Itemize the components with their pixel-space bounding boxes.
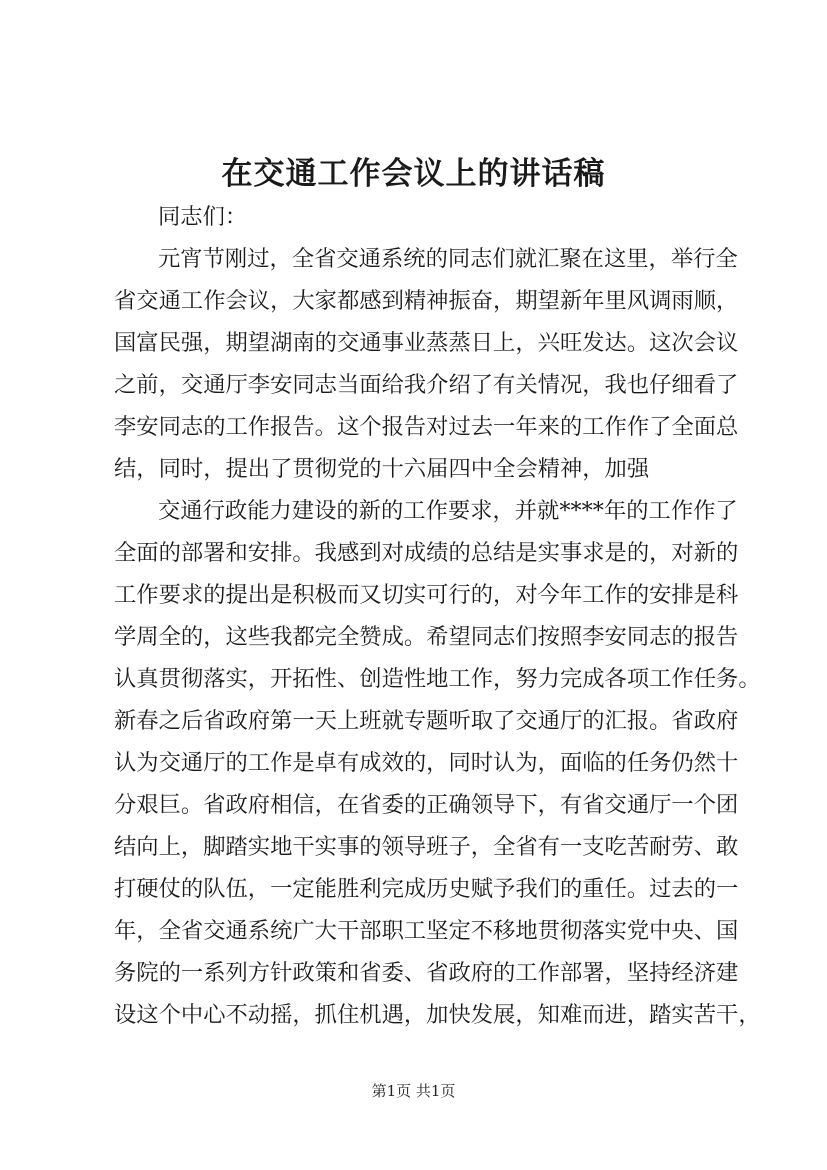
paragraph-line: 交通行政能力建设的新的工作要求，并就****年的工作作了 — [158, 498, 738, 524]
paragraph-line: 国富民强，期望湖南的交通事业蒸蒸日上，兴旺发达。这次会议 — [114, 330, 739, 356]
paragraph-line: 设这个中心不动摇，抓住机遇，加快发展，知难而进，踏实苦干， — [114, 1002, 761, 1028]
paragraph-line: 全面的部署和安排。我感到对成绩的总结是实事求是的，对新的 — [114, 540, 739, 566]
paragraph-line: 省交通工作会议，大家都感到精神振奋，期望新年里风调雨顺， — [114, 288, 739, 314]
paragraph-line: 结向上，脚踏实地干实事的领导班子，全省有一支吃苦耐劳、敢 — [114, 834, 739, 860]
salutation: 同志们： — [158, 204, 248, 230]
paragraph-line: 打硬仗的队伍，一定能胜利完成历史赋予我们的重任。过去的一 — [114, 876, 739, 902]
paragraph-line: 分艰巨。省政府相信，在省委的正确领导下，有省交通厅一个团 — [114, 792, 739, 818]
document-title: 在交通工作会议上的讲话稿 — [221, 156, 606, 192]
page-footer: 第1页 共1页 — [371, 1082, 456, 1100]
paragraph-line: 之前，交通厅李安同志当面给我介绍了有关情况，我也仔细看了 — [114, 372, 739, 398]
paragraph-line: 李安同志的工作报告。这个报告对过去一年来的工作作了全面总 — [114, 414, 739, 440]
document-body — [114, 196, 761, 1036]
paragraph-line: 工作要求的提出是积极而又切实可行的，对今年工作的安排是科 — [114, 582, 739, 608]
paragraph-line: 务院的一系列方针政策和省委、省政府的工作部署，坚持经济建 — [114, 960, 739, 986]
paragraph-line: 认真贯彻落实，开拓性、创造性地工作，努力完成各项工作任务。 — [114, 666, 761, 692]
paragraph-line: 年，全省交通系统广大干部职工坚定不移地贯彻落实党中央、国 — [114, 918, 739, 944]
paragraph-line: 结，同时，提出了贯彻党的十六届四中全会精神，加强 — [114, 456, 650, 482]
paragraph-line: 新春之后省政府第一天上班就专题听取了交通厅的汇报。省政府 — [114, 708, 739, 734]
paragraph-line: 学周全的，这些我都完全赞成。希望同志们按照李安同志的报告 — [114, 624, 739, 650]
paragraph-line: 元宵节刚过，全省交通系统的同志们就汇聚在这里，举行全 — [158, 246, 738, 272]
paragraph-line: 认为交通厅的工作是卓有成效的，同时认为，面临的任务仍然十 — [114, 750, 739, 776]
